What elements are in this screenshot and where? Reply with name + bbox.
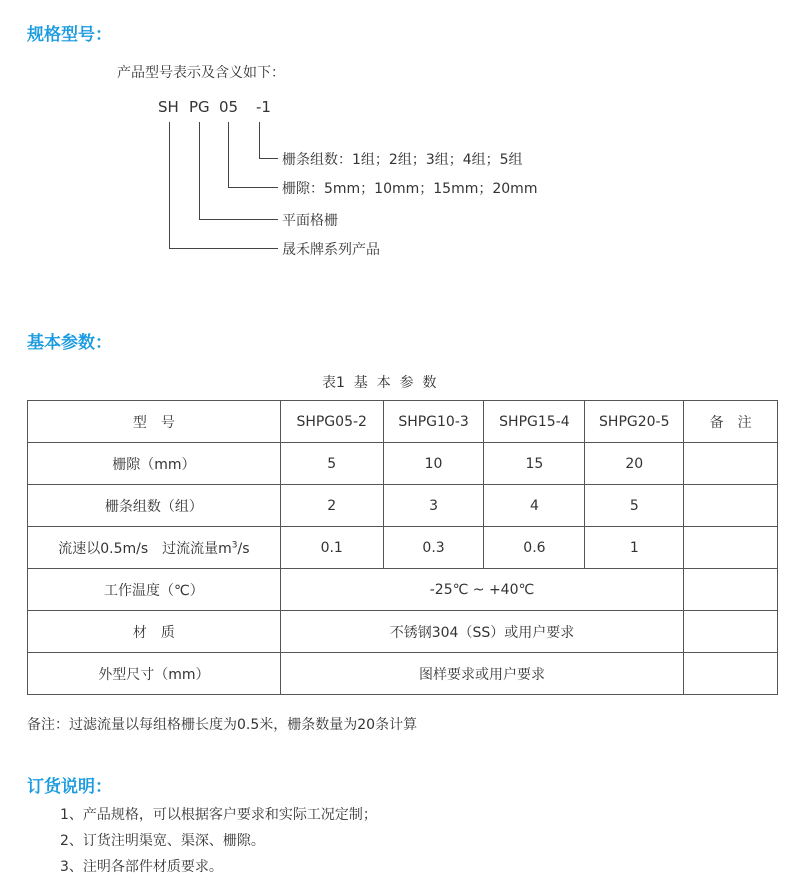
order-heading: 订货说明： — [27, 777, 112, 797]
cell: 0.3 — [383, 527, 484, 569]
cell: 图样要求或用户要求 — [280, 653, 683, 695]
table-header-row — [28, 401, 778, 443]
code-pg: PG — [189, 98, 210, 116]
code-05: 05 — [219, 98, 239, 116]
cell: 20 — [585, 443, 684, 485]
row-label — [28, 527, 281, 569]
table-row — [28, 485, 778, 527]
table-row — [28, 611, 778, 653]
table-row — [28, 569, 778, 611]
order-item: 3、注明各部件材质要求。 — [60, 859, 223, 875]
cell — [684, 569, 778, 611]
row-label: 材 质 — [28, 611, 281, 653]
header-cell: SHPG05-2 — [280, 401, 383, 443]
label-text: 流速以0.5m/s 过流流量m — [58, 540, 232, 557]
meaning-gap: 栅隙：5mm；10mm；15mm；20mm — [282, 181, 538, 197]
spec-intro: 产品型号表示及含义如下： — [117, 65, 285, 81]
header-cell: SHPG10-3 — [383, 401, 484, 443]
params-heading: 基本参数： — [27, 333, 112, 353]
cell: 0.1 — [280, 527, 383, 569]
row-label: 栅隙（mm） — [28, 443, 281, 485]
table-row — [28, 443, 778, 485]
cell: 0.6 — [484, 527, 585, 569]
row-label: 栅条组数（组） — [28, 485, 281, 527]
cell: 15 — [484, 443, 585, 485]
header-cell: 型 号 — [28, 401, 281, 443]
cell — [684, 611, 778, 653]
row-label: 工作温度（℃） — [28, 569, 281, 611]
header-cell: 备 注 — [684, 401, 778, 443]
code-sh: SH — [158, 98, 179, 116]
row-label: 外型尺寸（mm） — [28, 653, 281, 695]
label-sup: 3 — [231, 539, 238, 550]
spec-heading: 规格型号： — [27, 25, 112, 45]
table-row — [28, 653, 778, 695]
cell: 2 — [280, 485, 383, 527]
cell — [684, 443, 778, 485]
meaning-groups: 栅条组数：1组；2组；3组；4组；5组 — [282, 152, 523, 168]
table-caption: 表1 基 本 参 数 — [322, 375, 437, 391]
cell — [684, 485, 778, 527]
cell: 5 — [280, 443, 383, 485]
cell — [684, 653, 778, 695]
order-item: 2、订货注明渠宽、渠深、栅隙。 — [60, 833, 265, 849]
meaning-type: 平面格栅 — [282, 213, 338, 229]
meaning-brand: 晟禾牌系列产品 — [282, 242, 380, 258]
cell: 3 — [383, 485, 484, 527]
label-text: /s — [237, 540, 250, 557]
table-row — [28, 527, 778, 569]
cell: 5 — [585, 485, 684, 527]
code-1: -1 — [256, 98, 271, 116]
cell: 1 — [585, 527, 684, 569]
table-note: 备注：过滤流量以每组格栅长度为0.5米，栅条数量为20条计算 — [27, 717, 418, 733]
cell: -25℃ ~ +40℃ — [280, 569, 683, 611]
header-cell: SHPG20-5 — [585, 401, 684, 443]
params-table — [27, 400, 778, 695]
header-cell: SHPG15-4 — [484, 401, 585, 443]
cell: 不锈钢304（SS）或用户要求 — [280, 611, 683, 653]
cell: 4 — [484, 485, 585, 527]
order-item: 1、产品规格，可以根据客户要求和实际工况定制； — [60, 807, 377, 823]
cell: 10 — [383, 443, 484, 485]
cell — [684, 527, 778, 569]
